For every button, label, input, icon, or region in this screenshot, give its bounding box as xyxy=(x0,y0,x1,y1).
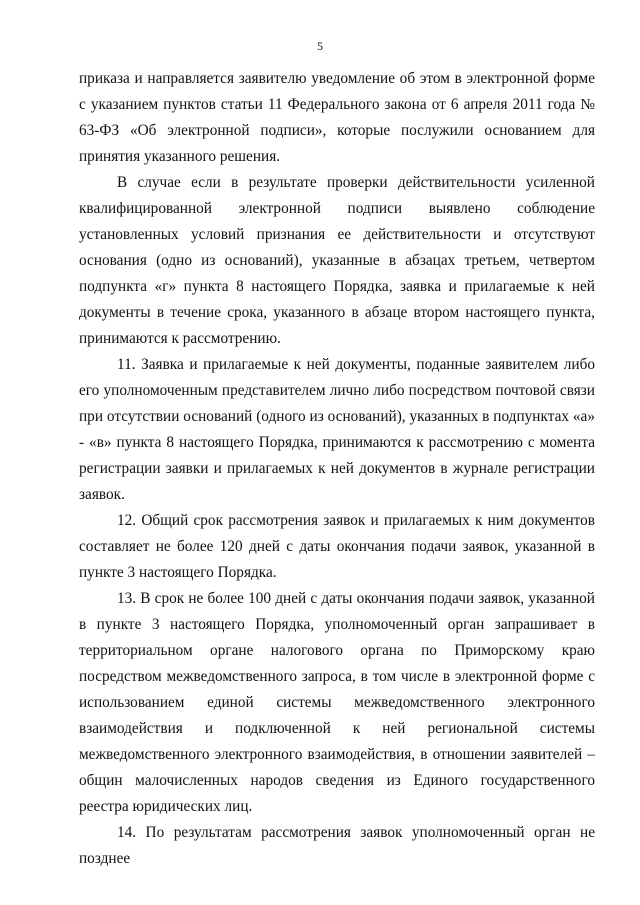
page-number: 5 xyxy=(317,39,323,53)
paragraph-item-11: 11. Заявка и прилагаемые к ней документы, поданные заявителем либо его уполномоченным представителем лично либо посредством почтовой связи при отсутствии оснований (одного из оснований), указанных в подпунктах «а» - «в» пункта 8 настоящего Порядка, принимаются к рассмотрению с момента регистрации заявки и прилагаемых к ней документов в журнале регистрации заявок. xyxy=(79,356,595,503)
paragraph-signature-check: В случае если в результате проверки действительности усиленной квалифицированной электронной подписи выявлено соблюдение установленных условий признания ее действительности и отсутствуют основания (одно из оснований), указанные в абзацах третьем, четвертом подпункта «г» пункта 8 настоящего Порядка, заявка и прилагаемые к ней документы в течение срока, указанного в абзаце втором настоящего пункта, принимаются к рассмотрению. xyxy=(79,174,595,347)
paragraph-continuation: приказа и направляется заявителю уведомление об этом в электронной форме с указанием пунктов статьи 11 Федерального закона от 6 апреля 2011 года № 63-ФЗ «Об электронной подписи», которые послужили основанием для принятия указанного решения. xyxy=(79,70,595,165)
document-body xyxy=(79,66,595,872)
paragraph-item-12: 12. Общий срок рассмотрения заявок и прилагаемых к ним документов составляет не более 120 дней с даты окончания подачи заявок, указанной в пункте 3 настоящего Порядка. xyxy=(79,512,595,581)
paragraph-item-13: 13. В срок не более 100 дней с даты окончания подачи заявок, указанной в пункте 3 настоящего Порядка, уполномоченный орган запрашивает в территориальном органе налогового органа по Приморскому краю посредством межведомственного запроса, в том числе в электронной форме с использованием единой системы межведомственного электронного взаимодействия и подключенной к ней региональной системы межведомственного электронного взаимодействия, в отношении заявителей – общин малочисленных народов сведения из Единого государственного реестра юридических лиц. xyxy=(79,590,595,815)
paragraph-item-14: 14. По результатам рассмотрения заявок уполномоченный орган не позднее xyxy=(79,824,595,867)
